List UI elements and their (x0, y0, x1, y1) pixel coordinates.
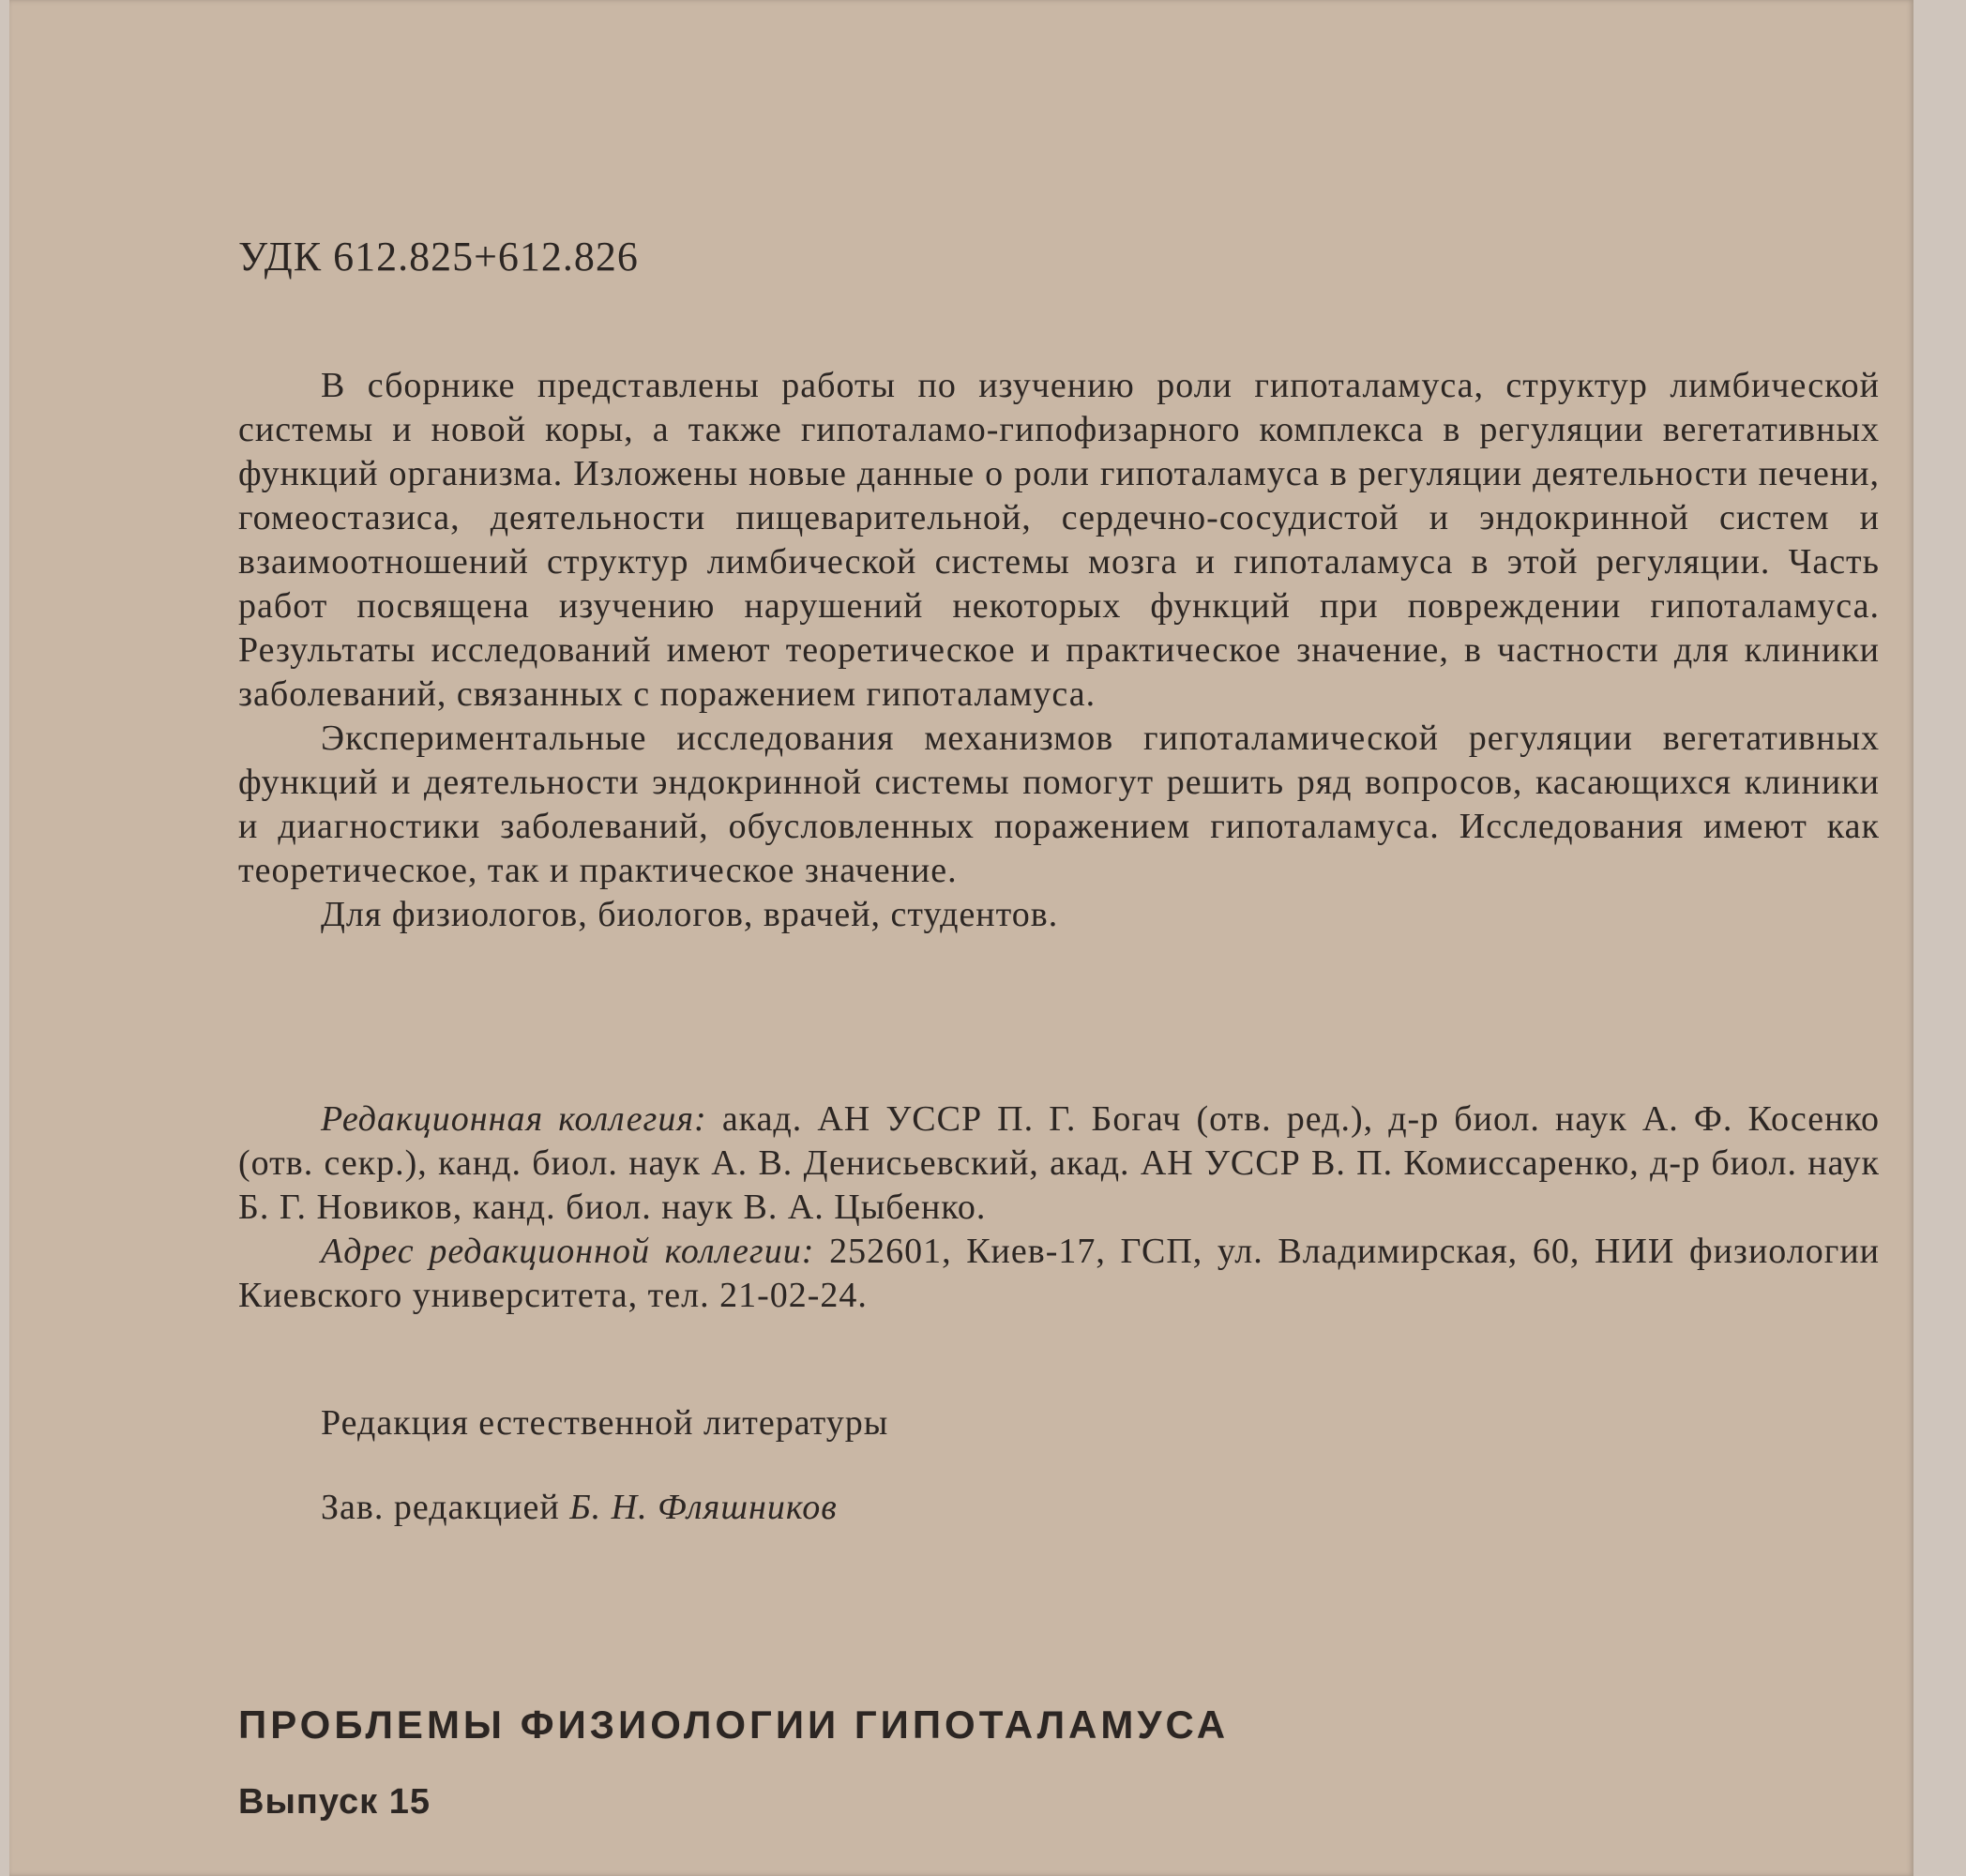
audience-line: Для физиологов, биологов, врачей, студентов. (321, 895, 1059, 934)
address-text: 252601, Киев-17, ГСП, ул. Владимирская, 60, НИИ физиологии Киевского университета, тел. 21-02-24. (238, 1232, 1880, 1315)
department-name: Редакция естественной литературы (321, 1403, 889, 1443)
abstract-paragraph-1: В сборнике представлены работы по изучению роли гипоталамуса, структур лимбической системы и новой коры, а также гипоталамо-гипофизарного комплекса в регуляции вегетативных функций организма. Изложены новые данные о роли гипоталамуса в регуляции деятельности печени, гомеостазиса, деятельности пищеварительной, сердечно-сосудистой и эндокринной систем и взаимоотношений структур лимбической системы мозга и гипоталамуса в этой регуляции. Часть работ посвящена изучению нарушений некоторых функций при повреждении гипоталамуса. Результаты исследований имеют теоретическое и практическое значение, в частности для клиники заболеваний, связанных с поражением гипоталамуса. (238, 366, 1880, 714)
abstract-paragraph-2: Экспериментальные исследования механизмов гипоталамической регуляции вегетативных функций и деятельности эндокринной системы помогут решить ряд вопросов, касающихся клиники и диагностики заболеваний, обусловленных поражением гипоталамуса. Исследования имеют как теоретическое, так и практическое значение. (238, 719, 1880, 890)
head-label: Зав. редакцией (321, 1488, 560, 1527)
head-name: Б. Н. Фляшников (569, 1488, 838, 1527)
udk-code: УДК 612.825+612.826 (238, 234, 639, 280)
head-of-department (321, 1487, 838, 1528)
address-label: Адрес редакционной коллегии: (321, 1232, 815, 1271)
book-page (9, 0, 1913, 1876)
editorial-board (238, 1097, 1880, 1230)
editorial-board-label: Редакционная коллегия: (321, 1099, 707, 1139)
editorial-board-members: акад. АН УССР П. Г. Богач (отв. ред.), д-р биол. наук А. Ф. Косенко (отв. секр.), канд. биол. наук А. В. Денисьевский, акад. АН УССР В. П. Комиссаренко, д-р биол. наук Б. Г. Новиков, канд. биол. наук В. А. Цыбенко. (238, 1099, 1880, 1227)
editorial-address (238, 1230, 1880, 1318)
abstract (238, 364, 1880, 937)
book-title: ПРОБЛЕМЫ ФИЗИОЛОГИИ ГИПОТАЛАМУСА (238, 1702, 1230, 1747)
editorial-info (238, 1097, 1880, 1318)
issue-number: Выпуск 15 (238, 1782, 431, 1822)
